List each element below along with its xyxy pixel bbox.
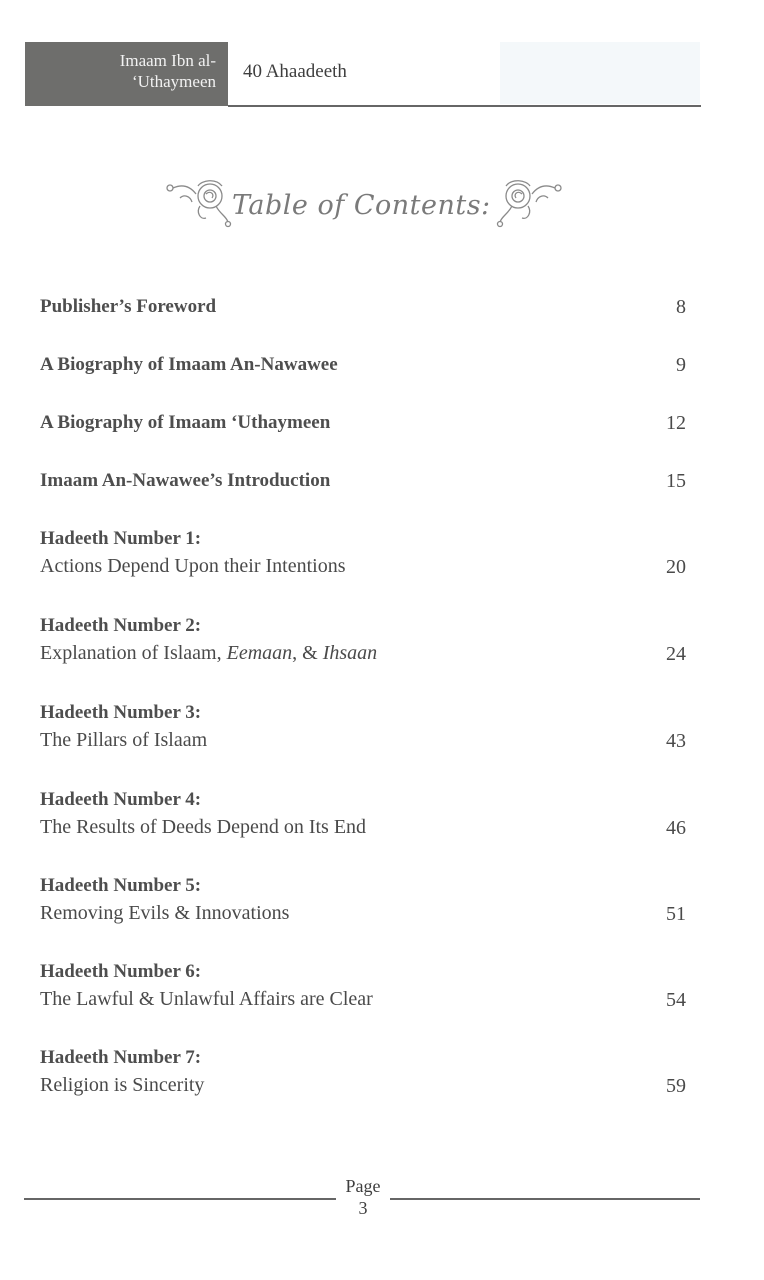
toc-entry-heading: Hadeeth Number 4: — [40, 789, 202, 810]
toc-entry[interactable] — [40, 352, 690, 378]
book-title: 40 Ahaadeeth — [243, 61, 347, 82]
toc-page-number: 46 — [666, 817, 686, 839]
scan-shade — [500, 42, 700, 104]
toc-page-number: 12 — [666, 412, 686, 434]
author-line-1: Imaam Ibn al- — [119, 51, 216, 70]
header-divider — [228, 105, 701, 107]
toc-entry-subtitle: Explanation of Islaam, Eemaan, & Ihsaan — [40, 642, 378, 664]
toc-entry-hadeeth-5[interactable] — [40, 873, 690, 927]
toc-page-number: 51 — [666, 903, 686, 925]
toc-page-number: 54 — [666, 989, 686, 1011]
floral-ornament-icon — [160, 176, 238, 228]
toc-entry-hadeeth-6[interactable] — [40, 959, 690, 1013]
toc-entry-subtitle: The Pillars of Islaam — [40, 729, 208, 751]
author-line-2: ‘Uthaymeen — [131, 72, 216, 91]
toc-entry-subtitle: The Lawful & Unlawful Affairs are Clear — [40, 988, 373, 1010]
toc-title: Table of Contents: — [232, 190, 491, 221]
toc-entry-subtitle: Removing Evils & Innovations — [40, 902, 290, 924]
toc-entry-hadeeth-1[interactable] — [40, 526, 690, 580]
toc-entry-subtitle: Actions Depend Upon their Intentions — [40, 555, 346, 577]
toc-entry-hadeeth-2[interactable] — [40, 613, 690, 667]
toc-entry-heading: Hadeeth Number 1: — [40, 528, 202, 549]
toc-page-number: 15 — [666, 470, 686, 492]
toc-entry-heading: A Biography of Imaam An-Nawawee — [40, 354, 338, 375]
toc-entry-heading: Hadeeth Number 2: — [40, 615, 202, 636]
footer-rule-left — [24, 1198, 336, 1200]
page-indicator — [340, 1175, 386, 1219]
toc-page-number: 20 — [666, 556, 686, 578]
toc-entry-hadeeth-7[interactable] — [40, 1045, 690, 1099]
toc-page-number: 8 — [676, 296, 686, 318]
toc-entry-subtitle: The Results of Deeds Depend on Its End — [40, 816, 367, 838]
toc-entry-heading: Hadeeth Number 7: — [40, 1047, 202, 1068]
toc-entry-hadeeth-4[interactable] — [40, 787, 690, 841]
toc-page-number: 9 — [676, 354, 686, 376]
page-number: 3 — [358, 1198, 368, 1218]
toc-entry-hadeeth-3[interactable] — [40, 700, 690, 754]
toc-entry[interactable] — [40, 294, 690, 320]
toc-entry-heading: Hadeeth Number 5: — [40, 875, 202, 896]
toc-entry-heading: Imaam An-Nawawee’s Introduction — [40, 470, 331, 491]
toc-entry-heading: Hadeeth Number 3: — [40, 702, 202, 723]
toc-entry[interactable] — [40, 410, 690, 436]
toc-entry-heading: A Biography of Imaam ‘Uthaymeen — [40, 412, 331, 433]
toc-entry-heading: Hadeeth Number 6: — [40, 961, 202, 982]
toc-page-number: 24 — [666, 643, 686, 665]
toc-page-number: 59 — [666, 1075, 686, 1097]
toc-page-number: 43 — [666, 730, 686, 752]
toc-entry-subtitle: Religion is Sincerity — [40, 1074, 205, 1096]
floral-ornament-icon — [490, 176, 568, 228]
author-header-box — [25, 42, 228, 106]
page-label: Page — [345, 1176, 381, 1196]
footer-rule-right — [390, 1198, 700, 1200]
toc-entry[interactable] — [40, 468, 690, 494]
toc-entry-heading: Publisher’s Foreword — [40, 296, 217, 317]
toc-title-block — [160, 176, 580, 236]
